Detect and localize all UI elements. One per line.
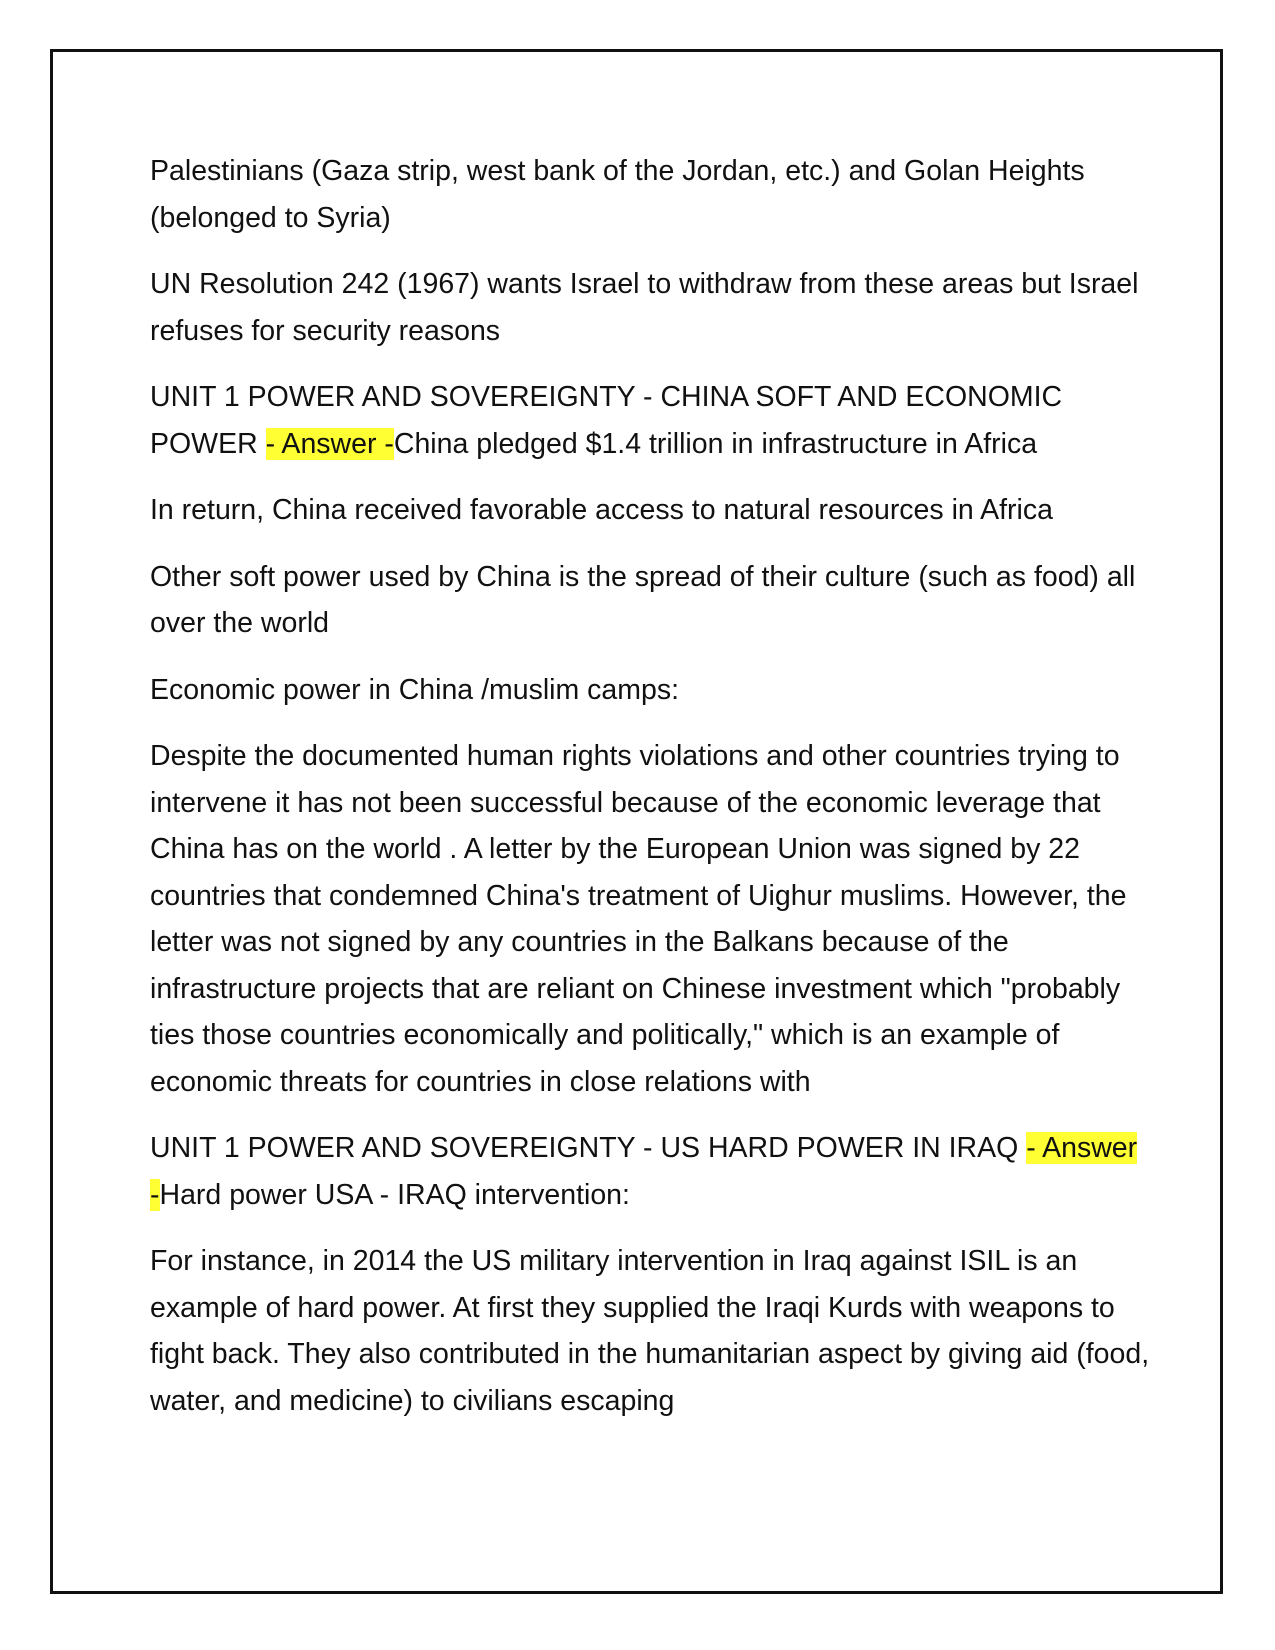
answer-text: China pledged $1.4 trillion in infrastructure in Africa [393, 427, 1038, 460]
answer-text: Hard power USA - IRAQ intervention: [159, 1178, 630, 1211]
answer-marker-highlight: - Answer - [265, 427, 394, 460]
paragraph-soft-power-culture: Other soft power used by China is the spread of their culture (such as food) all over the world [150, 560, 1136, 639]
paragraph-un-resolution: UN Resolution 242 (1967) wants Israel to withdraw from these areas but Israel refuses for security reasons [150, 268, 1139, 347]
paragraph-economic-power-heading: Economic power in China /muslim camps: [150, 673, 680, 706]
qa-china-soft-economic-power [150, 374, 1150, 467]
paragraph-human-rights: Despite the documented human rights violations and other countries trying to intervene it has not been successful because of the economic leverage that China has on the world . A letter by the European Union was signed by 22 countries that condemned China's treatment of Uighur muslims. However, the letter was not signed by any countries in the Balkans because of the infrastructure projects that are reliant on Chinese investment which "probably ties those countries economically and politically," which is an example of economic threats for countries in close relations with [150, 740, 1127, 1098]
paragraph-palestinians: Palestinians (Gaza strip, west bank of the Jordan, etc.) and Golan Heights (belonged to Syria) [150, 155, 1085, 234]
paragraph-in-return: In return, China received favorable access to natural resources in Africa [150, 494, 1053, 526]
qa-us-hard-power-iraq [150, 1125, 1150, 1218]
question-text: UNIT 1 POWER AND SOVEREIGNTY - US HARD POWER IN IRAQ [150, 1132, 1019, 1164]
answer-marker-highlight: - Answer - [150, 1132, 1138, 1211]
document-body [150, 148, 1150, 1444]
question-text: UNIT 1 POWER AND SOVEREIGNTY - CHINA SOFT AND ECONOMIC POWER [150, 381, 1063, 460]
paragraph-iraq-intervention: For instance, in 2014 the US military intervention in Iraq against ISIL is an example of hard power. At first they supplied the Iraqi Kurds with weapons to fight back. They also contributed in the humanitarian aspect by giving aid (food, water, and medicine) to civilians escaping [150, 1245, 1150, 1417]
